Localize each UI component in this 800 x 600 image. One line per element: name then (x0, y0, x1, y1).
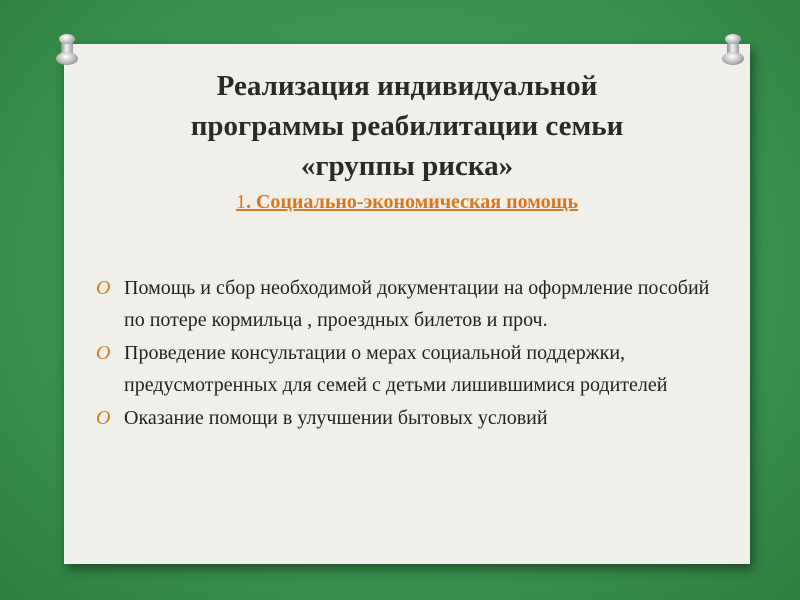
bullet-text: Помощь и сбор необходимой документации на оформление пособий по потере кормильца , проездных билетов и проч. (124, 277, 710, 331)
bullet-marker-icon: O (96, 277, 111, 299)
bullet-text: Проведение консультации о мерах социальной поддержки, предусмотренных для семей с детьми лишившимися родителей (124, 342, 668, 396)
pushpin-icon (56, 34, 78, 68)
title-line: «группы риска» (300, 150, 514, 182)
subtitle-text: . Социально-экономическая помощь (245, 191, 579, 213)
title-line: программы реабилитации семьи (190, 110, 624, 142)
slide-title (64, 66, 750, 186)
bullet-marker-icon: O (96, 407, 111, 429)
pushpin-icon (722, 34, 744, 68)
list-item (96, 337, 716, 401)
subtitle-number: 1 (235, 191, 246, 213)
list-item (96, 272, 716, 336)
bullet-list (96, 272, 716, 435)
list-item (96, 402, 716, 434)
title-line: Реализация индивидуальной (216, 70, 598, 102)
bullet-text: Оказание помощи в улучшении бытовых условий (124, 407, 548, 429)
bullet-marker-icon: O (96, 342, 111, 364)
slide-subtitle (64, 189, 750, 215)
